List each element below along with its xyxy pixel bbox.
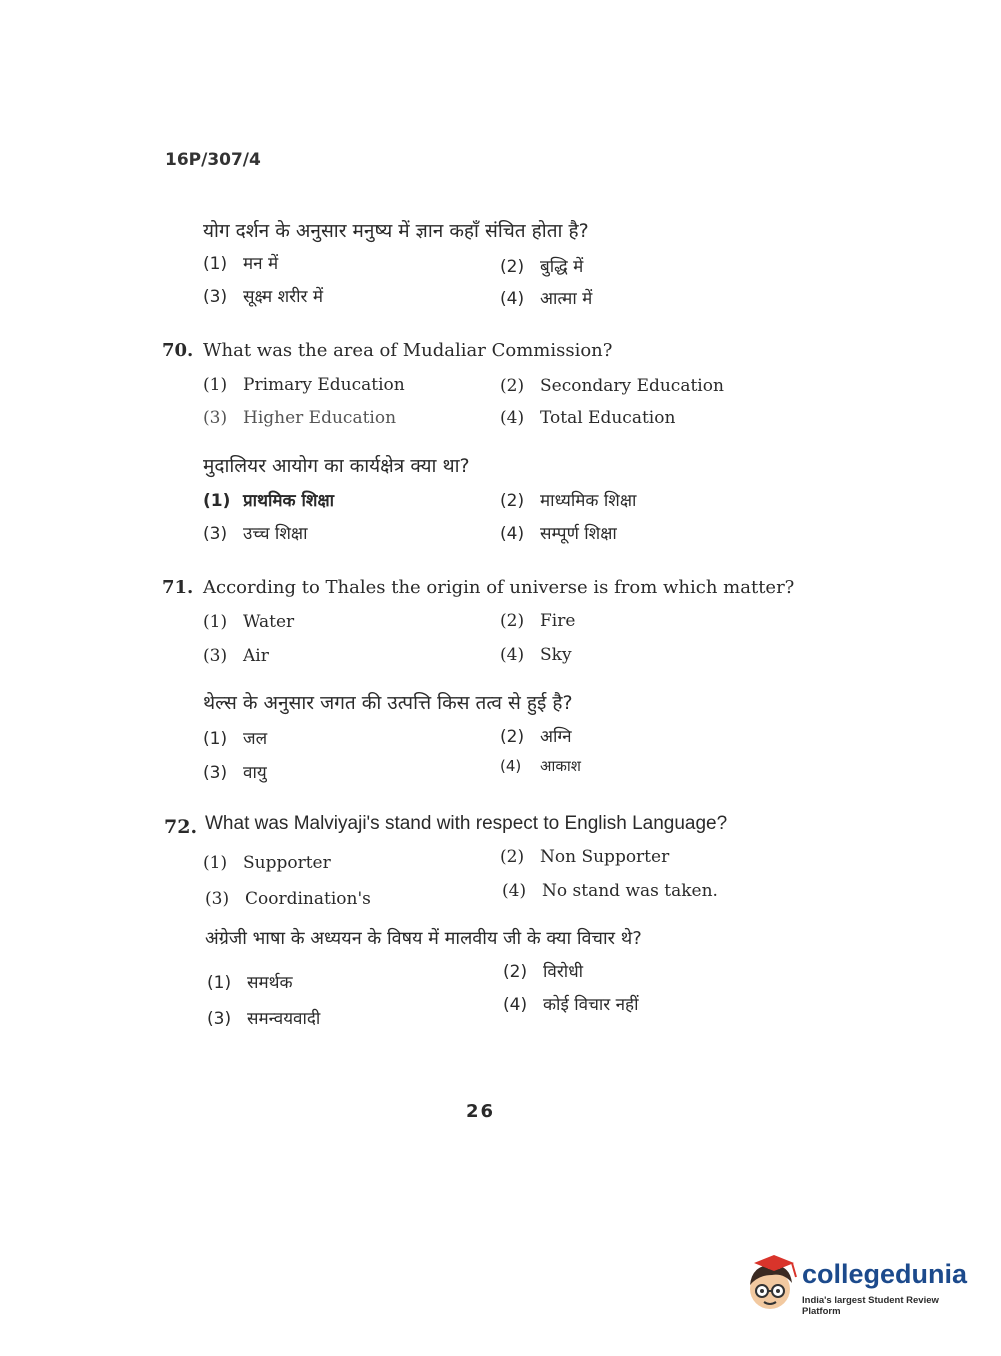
q70-number: 70. <box>162 340 194 361</box>
q72-option-4: (4) No stand was taken. <box>502 881 718 901</box>
q71-option-2: (2) Fire <box>500 611 576 631</box>
q70-question: What was the area of Mudaliar Commission? <box>203 340 613 361</box>
q71-option-3: (3) Air <box>203 646 269 666</box>
q71-hindi-option-1: (1) जल <box>203 729 268 749</box>
q69-option-4: (4) आत्मा में <box>500 289 593 309</box>
q70-option-1: (1) Primary Education <box>203 375 405 395</box>
q70-hindi-option-4: (4) सम्पूर्ण शिक्षा <box>500 524 617 544</box>
q71-option-4: (4) Sky <box>500 645 572 665</box>
logo-wordmark: collegedunia <box>802 1259 968 1289</box>
q72-option-3: (3) Coordination's <box>205 889 371 909</box>
q70-hindi-question: मुदालियर आयोग का कार्यक्षेत्र क्या था? <box>203 455 470 477</box>
q69-hindi-question: योग दर्शन के अनुसार मनुष्य में ज्ञान कहाँ संचित होता है? <box>203 220 589 242</box>
q71-hindi-question: थेल्स के अनुसार जगत की उत्पत्ति किस तत्व से हुई है? <box>203 692 573 714</box>
q70-option-2: (2) Secondary Education <box>500 376 724 396</box>
q72-hindi-option-4: (4) कोई विचार नहीं <box>503 995 639 1015</box>
collegedunia-logo <box>744 1255 972 1317</box>
q70-option-3: (3) Higher Education <box>203 408 397 428</box>
q70-hindi-option-2: (2) माध्यमिक शिक्षा <box>500 491 637 511</box>
q69-option-2: (2) बुद्धि में <box>500 257 584 277</box>
page-number: 26 <box>466 1101 496 1122</box>
mascot-icon <box>744 1255 800 1315</box>
logo-tagline: India's largest Student Review Platform <box>802 1295 939 1317</box>
q72-hindi-option-3: (3) समन्वयवादी <box>207 1009 321 1029</box>
q71-question: According to Thales the origin of universe is from which matter? <box>203 577 795 598</box>
q72-option-2: (2) Non Supporter <box>500 847 670 867</box>
q70-hindi-option-1: (1) प्राथमिक शिक्षा <box>203 491 335 511</box>
q71-number: 71. <box>162 577 194 598</box>
q72-option-1: (1) Supporter <box>203 853 331 873</box>
q69-option-3: (3) सूक्ष्म शरीर में <box>203 287 324 307</box>
q72-number: 72. <box>164 816 198 838</box>
q69-option-1: (1) मन में <box>203 254 279 274</box>
q72-hindi-option-2: (2) विरोधी <box>503 962 584 982</box>
q71-hindi-option-4: (4) आकाश <box>500 757 581 775</box>
q71-hindi-option-3: (3) वायु <box>203 763 267 783</box>
paper-code: 16P/307/4 <box>165 150 261 170</box>
q72-question: What was Malviyaji's stand with respect to English Language? <box>205 813 728 834</box>
q70-hindi-option-3: (3) उच्च शिक्षा <box>203 524 308 544</box>
q72-hindi-option-1: (1) समर्थक <box>207 973 293 993</box>
q72-hindi-question: अंग्रेजी भाषा के अध्ययन के विषय में मालवीय जी के क्या विचार थे? <box>205 928 642 949</box>
q71-hindi-option-2: (2) अग्नि <box>500 727 572 747</box>
q71-option-1: (1) Water <box>203 612 295 632</box>
q70-option-4: (4) Total Education <box>500 408 676 428</box>
